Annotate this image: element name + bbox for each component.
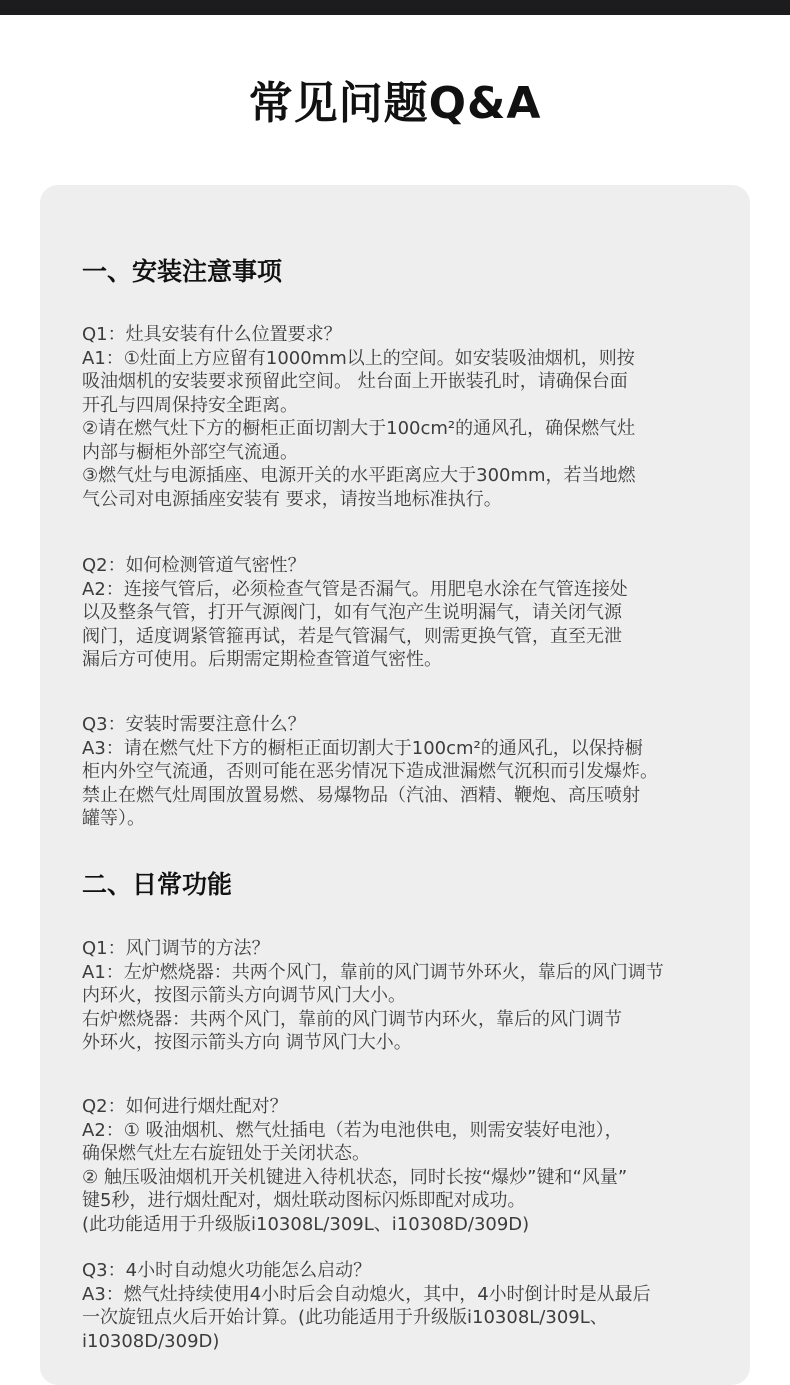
- faq-item-install-q3: [82, 713, 722, 831]
- faq-line: A3：燃气灶持续使用4小时后会自动熄火，其中，4小时倒计时是从最后: [82, 1283, 651, 1305]
- faq-line: 阀门，适度调紧管箍再试，若是气管漏气，则需更换气管，直至无泄: [82, 625, 622, 647]
- faq-line: ③燃气灶与电源插座、电源开关的水平距离应大于300mm，若当地燃: [82, 465, 636, 486]
- faq-line: (此功能适用于升级版i10308L/309L、i10308D/309D): [82, 1213, 530, 1235]
- faq-line: A1：①灶面上方应留有1000mm以上的空间。如安装吸油烟机，则按: [82, 347, 635, 369]
- faq-line: Q2：如何进行烟灶配对？: [82, 1096, 288, 1117]
- faq-line: ② 触压吸油烟机开关机键进入待机状态，同时长按“爆炒”键和“风量”: [82, 1166, 628, 1188]
- faq-line: 键5秒，进行烟灶配对，烟灶联动图标闪烁即配对成功。: [82, 1190, 526, 1211]
- faq-line: A2：① 吸油烟机、燃气灶插电（若为电池供电，则需安装好电池），: [82, 1119, 623, 1141]
- faq-line: Q1：风门调节的方法？: [82, 938, 270, 959]
- faq-line: 禁止在燃气灶周围放置易燃、易爆物品（汽油、酒精、鞭炮、高压喷射: [82, 784, 640, 806]
- section-heading-installation: 一、安装注意事项: [82, 257, 283, 286]
- page-title: 常见问题Q&A: [248, 78, 542, 129]
- faq-line: 罐等）。: [82, 808, 145, 829]
- faq-line: 确保燃气灶左右旋钮处于关闭状态。: [82, 1143, 370, 1164]
- faq-line: 一次旋钮点火后开始计算。(此功能适用于升级版i10308L/309L、: [82, 1307, 608, 1328]
- faq-line: A2：连接气管后，必须检查气管是否漏气。用肥皂水涂在气管连接处: [82, 578, 628, 600]
- faq-item-install-q1: [82, 323, 722, 511]
- faq-item-daily-q3: [82, 1259, 722, 1353]
- faq-item-install-q2: [82, 554, 722, 672]
- faq-line: 开孔与四周保持安全距离。: [82, 394, 298, 416]
- top-dark-bar: [0, 0, 790, 15]
- faq-item-daily-q1: [82, 937, 722, 1055]
- faq-line: Q1：灶具安装有什么位置要求？: [82, 324, 342, 345]
- faq-line: Q3：安装时需要注意什么？: [82, 714, 306, 735]
- faq-line: 柜内外空气流通，否则可能在恶劣情况下造成泄漏燃气沉积而引发爆炸。: [82, 761, 658, 782]
- faq-line: 右炉燃烧器：共两个风门，靠前的风门调节内环火，靠后的风门调节: [82, 1008, 622, 1030]
- faq-line: 气公司对电源插座安装有 要求，请按当地标准执行。: [82, 488, 502, 510]
- faq-line: A3：请在燃气灶下方的橱柜正面切割大于100cm²的通风孔，以保持橱: [82, 737, 643, 759]
- faq-line: A1：左炉燃烧器：共两个风门，靠前的风门调节外环火，靠后的风门调节: [82, 961, 664, 983]
- faq-line: 吸油烟机的安装要求预留此空间。 灶台面上开嵌装孔时，请确保台面: [82, 371, 628, 392]
- section-heading-daily-functions: 二、日常功能: [82, 870, 233, 899]
- faq-line: 内环火，按图示箭头方向调节风门大小。: [82, 985, 406, 1006]
- faq-line: 外环火，按图示箭头方向 调节风门大小。: [82, 1032, 412, 1053]
- faq-line: Q3：4小时自动熄火功能怎么启动？: [82, 1260, 372, 1281]
- faq-item-daily-q2: [82, 1095, 722, 1236]
- faq-line: ②请在燃气灶下方的橱柜正面切割大于100cm²的通风孔，确保燃气灶: [82, 418, 636, 439]
- faq-line: 以及整条气管，打开气源阀门，如有气泡产生说明漏气，请关闭气源: [82, 602, 622, 623]
- faq-line: 漏后方可使用。后期需定期检查管道气密性。: [82, 649, 442, 670]
- faq-line: i10308D/309D): [82, 1330, 220, 1352]
- faq-line: 内部与橱柜外部空气流通。: [82, 441, 298, 463]
- faq-line: Q2：如何检测管道气密性？: [82, 555, 306, 576]
